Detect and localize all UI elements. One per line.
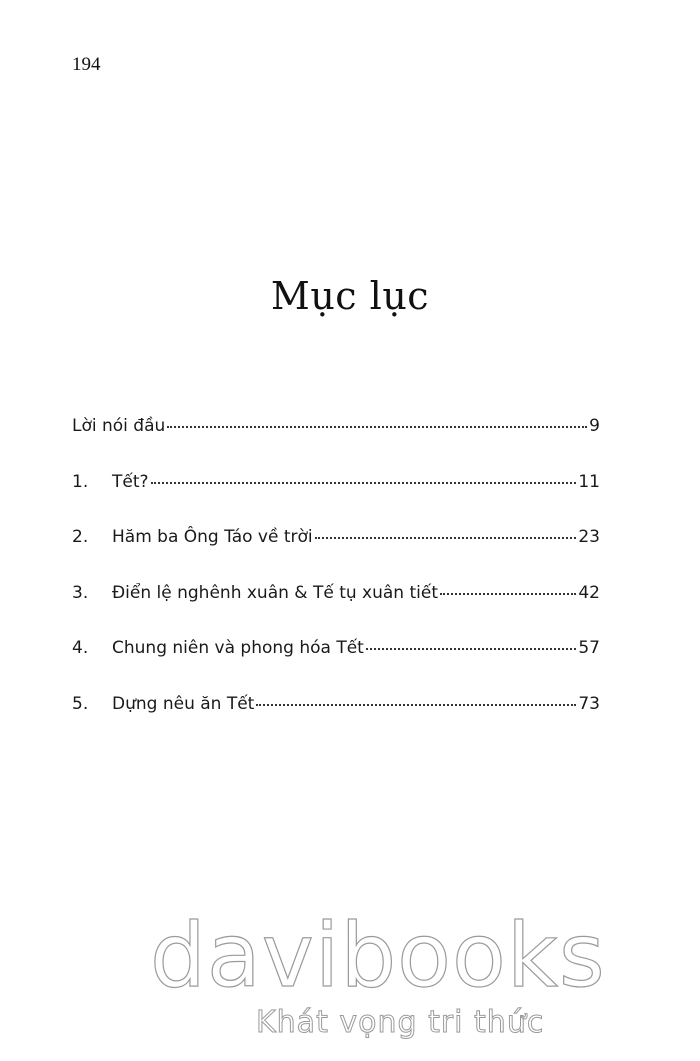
toc-entry-page: 73 xyxy=(578,693,600,714)
toc-entry-number: 5. xyxy=(72,693,89,714)
dot-leader xyxy=(151,482,577,484)
toc-entry-label: Dựng nêu ăn Tết xyxy=(112,693,255,714)
toc-entry-label: Điển lệ nghênh xuân & Tế tụ xuân tiết xyxy=(112,582,438,603)
toc-entry-label: Hăm ba Ông Táo về trời xyxy=(112,527,313,547)
page-number: 194 xyxy=(72,54,101,75)
toc-entry-page: 11 xyxy=(578,471,600,492)
watermark-tagline: Khát vọng tri thức xyxy=(256,1005,545,1040)
dot-leader xyxy=(440,593,576,595)
toc-entry-5 xyxy=(72,694,600,750)
publisher-watermark xyxy=(150,904,606,1040)
toc-entry-foreword xyxy=(72,416,600,472)
toc-entry-1 xyxy=(72,472,600,528)
toc-entry-number: 2. xyxy=(72,527,89,547)
dot-leader xyxy=(366,648,577,650)
table-of-contents xyxy=(72,416,600,749)
toc-entry-number: 4. xyxy=(72,638,89,658)
page-title: Mục lục xyxy=(270,274,430,318)
toc-entry-label: Lời nói đầu xyxy=(72,416,166,436)
toc-entry-label: Chung niên và phong hóa Tết xyxy=(112,638,364,658)
toc-entry-page: 57 xyxy=(578,638,600,658)
toc-entry-number: 1. xyxy=(72,471,89,492)
toc-entry-page: 42 xyxy=(578,582,600,603)
toc-entry-label: Tết? xyxy=(112,471,149,492)
toc-entry-3 xyxy=(72,583,600,639)
toc-entry-2 xyxy=(72,527,600,583)
watermark-logo-text: davibooks xyxy=(150,904,606,1007)
dot-leader xyxy=(167,426,587,428)
toc-entry-page: 23 xyxy=(578,527,600,547)
toc-entry-4 xyxy=(72,638,600,694)
dot-leader xyxy=(315,537,577,539)
dot-leader xyxy=(256,704,576,706)
toc-entry-number: 3. xyxy=(72,582,89,603)
toc-entry-page: 9 xyxy=(589,416,600,436)
